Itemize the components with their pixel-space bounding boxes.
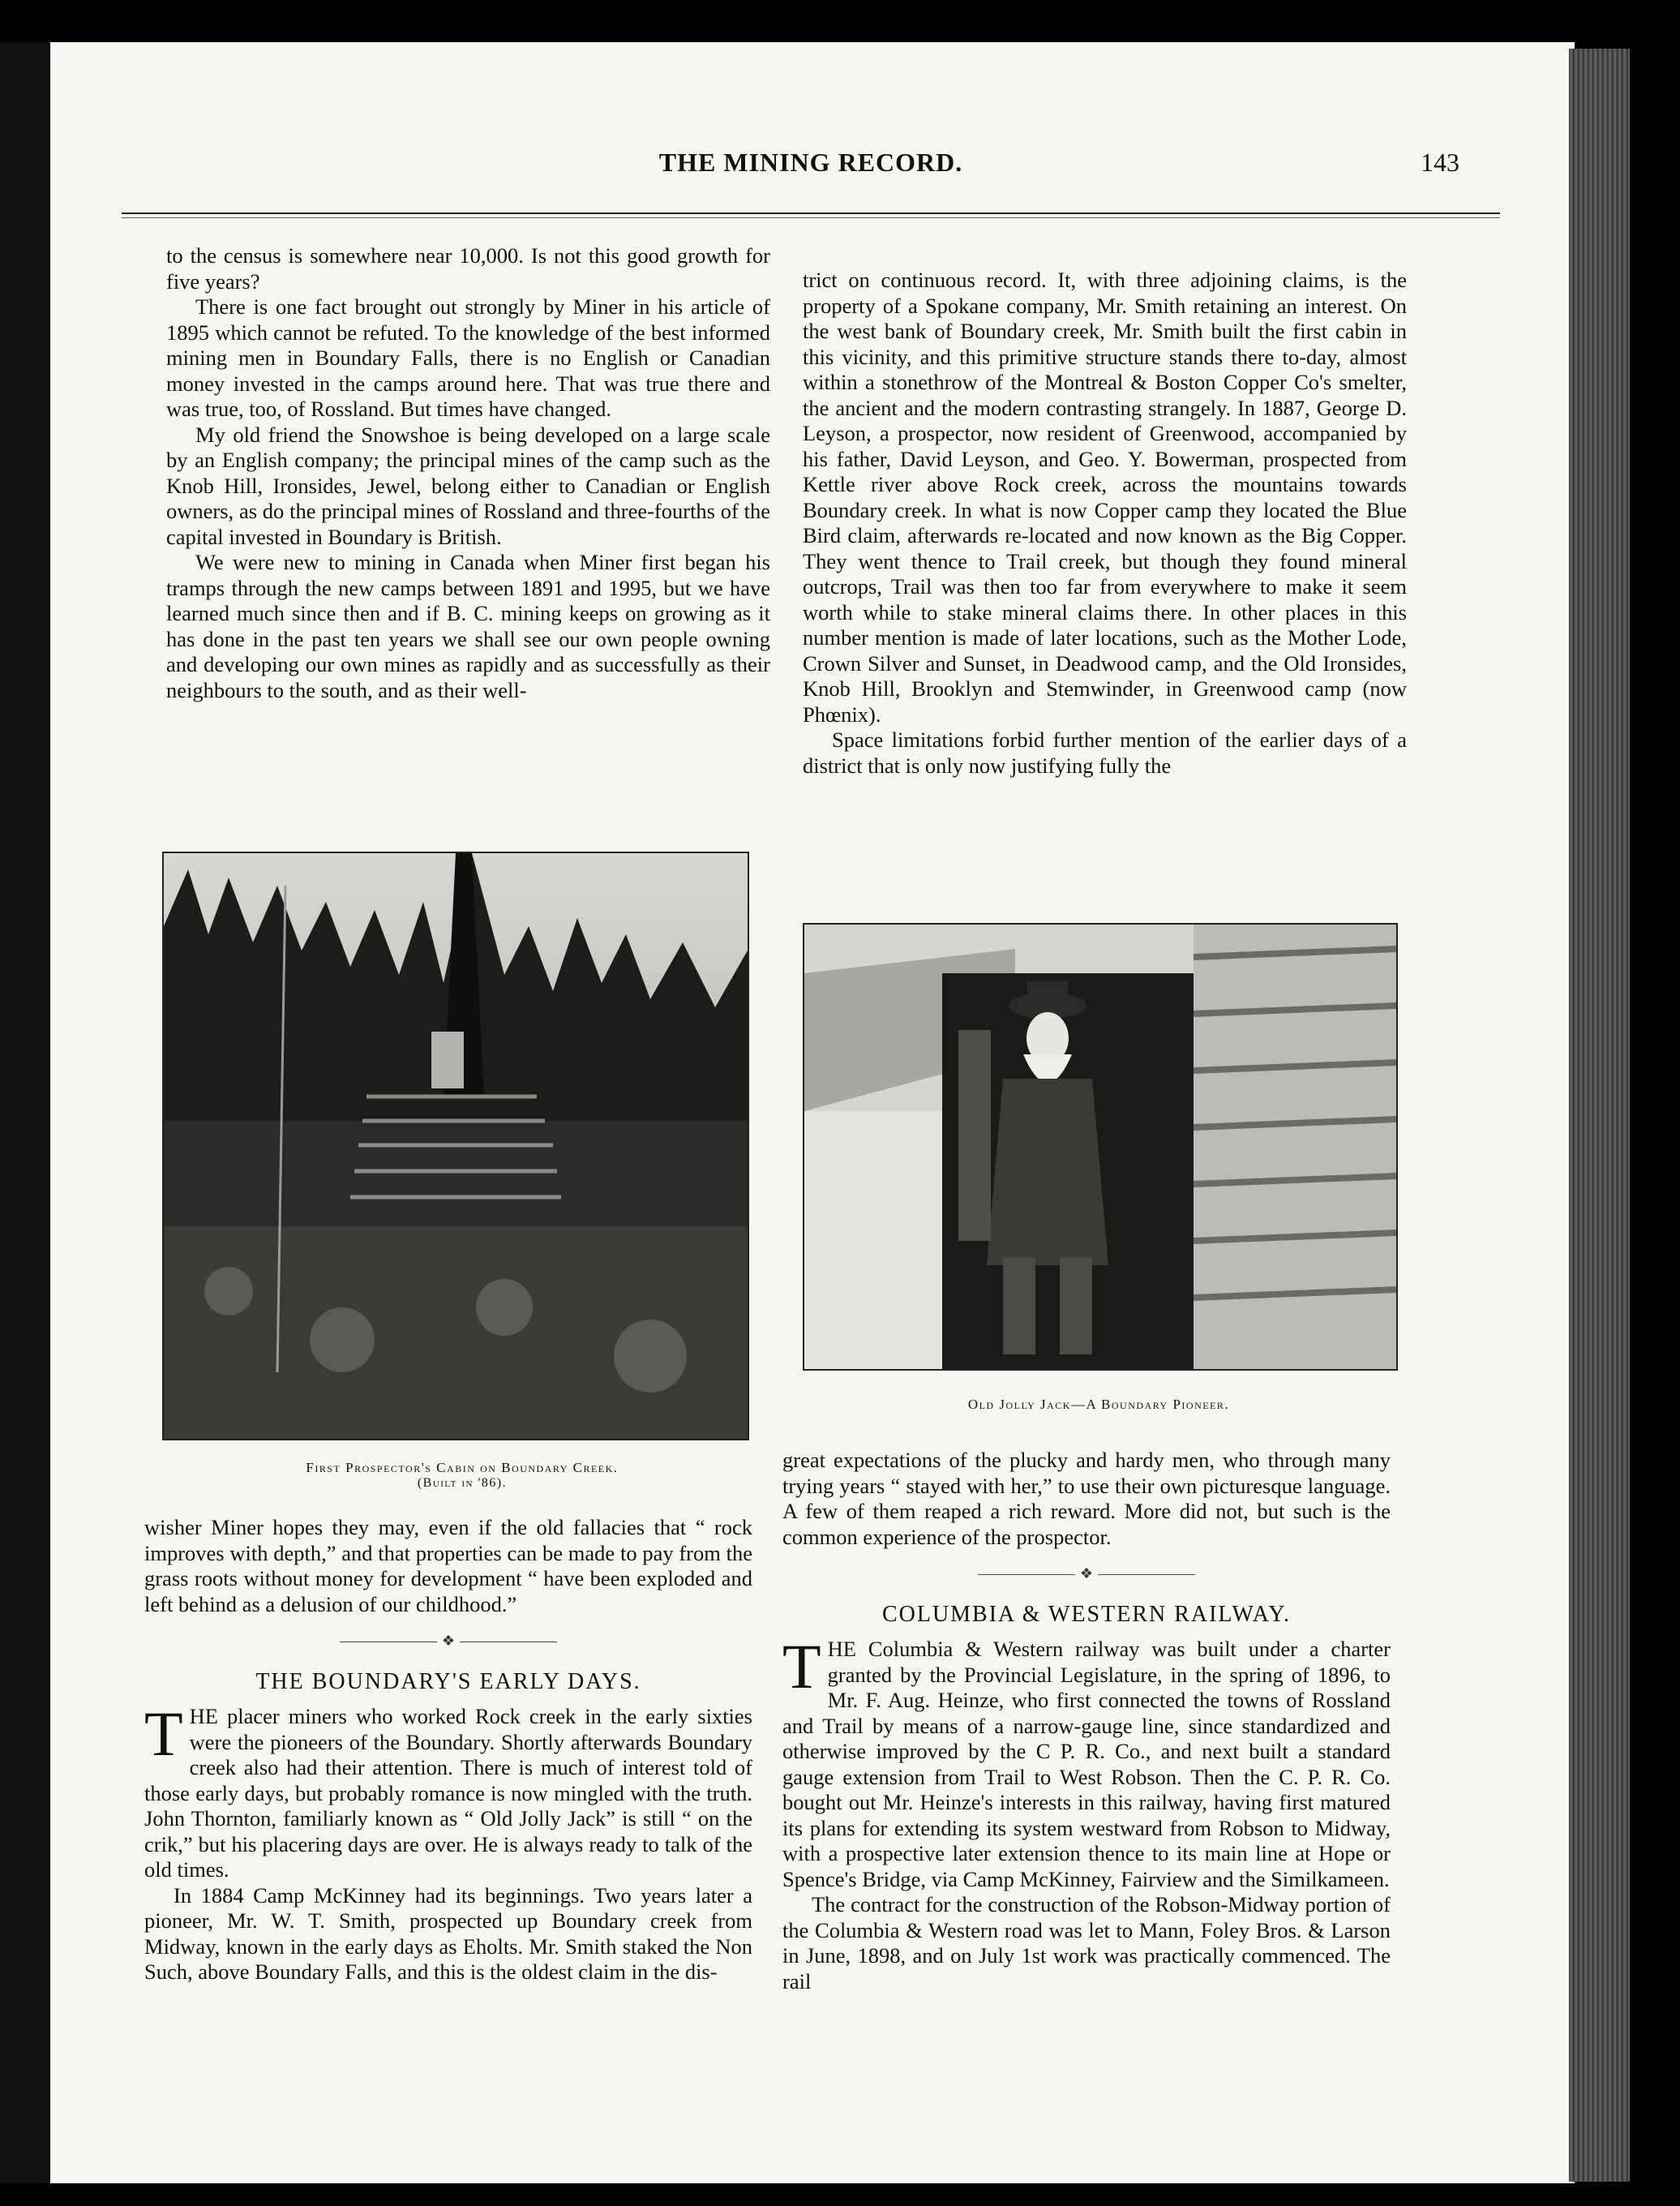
paragraph: In 1884 Camp McKinney had its beginnings. Two years later a pioneer, Mr. W. T. Smith, prospected up Boundary creek from Midway, known in the early days as Eholts. Mr. Smith staked the Non Such, above Boundary Falls, and this is the oldest claim in the dis- — [144, 1882, 752, 1984]
cabin-photo-image — [164, 853, 748, 1439]
pioneer-photo — [803, 923, 1398, 1371]
section-ornament: ❖ — [144, 1629, 752, 1654]
left-column-top — [166, 243, 770, 703]
paragraph: We were new to mining in Canada when Miner first began his tramps through the new camps between 1891 and 1995, but we have learned much since then and if B. C. mining keeps on growing as it has done in the past ten years we shall see our own people owning and developing our own mines as rapidly and as successfully as their neighbours to the south, and as their well- — [166, 550, 770, 702]
section-heading-railway: COLUMBIA & WESTERN RAILWAY. — [881, 1601, 1292, 1627]
header-rule-thin — [122, 217, 1500, 218]
caption-line: First Prospector's Cabin on Boundary Creek. — [306, 1460, 619, 1475]
paragraph: The contract for the construction of the Robson-Midway portion of the Columbia & Western road was let to Mann, Foley Bros. & Larson in June, 1898, and on July 1st work was practically commenced. The rail — [782, 1892, 1391, 1994]
left-column-bottom — [144, 1515, 752, 1985]
paragraph: There is one fact brought out strongly by Miner in his article of 1895 which cannot be refuted. To the knowledge of the best informed mining men in Boundary Falls, there is no English or Canadian money invested in the camps around here. That was true there and was true, too, of Rossland. But times have changed. — [166, 294, 770, 421]
paragraph — [144, 1698, 752, 1883]
book-page-edges — [1569, 49, 1630, 2182]
section-ornament: ❖ — [782, 1561, 1391, 1587]
journal-title: THE MINING RECORD. — [658, 148, 963, 177]
pioneer-photo-caption: Old Jolly Jack—A Boundary Pioneer. — [967, 1397, 1230, 1412]
paragraph: Space limitations forbid further mention of the earlier days of a district that is only now justifying fully the — [803, 727, 1407, 778]
cabin-photo-caption — [195, 1460, 730, 1491]
drop-cap: T — [144, 1698, 183, 1769]
paragraph: great expectations of the plucky and hardy men, who through many trying years “ stayed with her,” to use their own picturesque language. A few of them reaped a rich reward. More did not, but such is the common experience of the prospector. — [782, 1448, 1391, 1549]
page-number: 143 — [1421, 148, 1459, 177]
drop-cap: T — [782, 1631, 821, 1702]
cabin-photo — [162, 852, 749, 1440]
page-gutter-shadow — [0, 42, 50, 2183]
paragraph: wisher Miner hopes they may, even if the old fallacies that “ rock improves with depth,” and that properties can be made to pay from the grass roots without money for development “ have been exploded and left behind as a delusion of our childhood.” — [144, 1515, 752, 1616]
paragraph: My old friend the Snowshoe is being developed on a large scale by an English company; the principal mines of the camp such as the Knob Hill, Ironsides, Jewel, belong either to Canadian or English owners, as do the principal mines of Rossland and three-fourths of the capital invested in Boundary is British. — [166, 422, 770, 549]
paragraph: trict on continuous record. It, with three adjoining claims, is the property of a Spokane company, Mr. Smith retaining an interest. On the west bank of Boundary creek, Mr. Smith built the first cabin in this vicinity, and this primitive structure stands there to-day, almost within a stonethrow of the Montreal & Boston Copper Co's smelter, the ancient and the modern contrasting strangely. In 1887, George D. Leyson, a prospector, now resident of Greenwood, accompanied by his father, David Leyson, and Geo. Y. Bowerman, prospected from Kettle river above Rock creek, across the mountains towards Boundary creek. In what is now Copper camp they located the Blue Bird claim, afterwards re-located and now known as the Big Copper. They went thence to Trail creek, but though they found mineral outcrops, Trail was then too far from everywhere to make it seem worth while to stake mineral claims there. In other places in this number mention is made of later locations, such as the Mother Lode, Crown Silver and Sunset, in Deadwood camp, and the Old Ironsides, Knob Hill, Brooklyn and Stemwinder, in Greenwood camp (now Phœnix). — [803, 268, 1407, 727]
paragraph-text: HE Columbia & Western railway was built under a charter granted by the Provincial Legislature, in the spring of 1896, to Mr. F. Aug. Heinze, who first connected the towns of Rossland and Trail by means of a narrow-gauge line, since standardized and otherwise improved by the C P. R. Co., and next built a standard gauge extension from Trail to West Robson. Then the C. P. R. Co. bought out Mr. Heinze's interests in this railway, having first matured its plans for extending its system westward from Robson to Midway, with a prospective later extension thence to its main line at Hope or Spence's Bridge, via Camp McKinney, Fairview and the Similkameen. — [782, 1637, 1391, 1891]
paragraph-text: HE placer miners who worked Rock creek in the early sixties were the pioneers of the Boundary. Shortly afterwards Boundary creek also had their attention. There is much of interest told of those early days, but probably romance is now mingled with the truth. John Thornton, familiarly known as “ Old Jolly Jack” is still “ on the crik,” but his placering days are over. He is always ready to talk of the old times. — [144, 1704, 752, 1882]
paragraph: to the census is somewhere near 10,000. Is not this good growth for five years? — [166, 243, 770, 294]
section-heading-boundary: THE BOUNDARY'S EARLY DAYS. — [255, 1668, 641, 1694]
caption-line: (Built in '86). — [417, 1476, 508, 1490]
running-header — [114, 130, 1508, 178]
pioneer-photo-image — [804, 925, 1396, 1369]
paragraph — [782, 1631, 1391, 1892]
header-rule — [122, 212, 1500, 214]
right-column-top — [803, 268, 1407, 779]
right-column-bottom — [782, 1448, 1391, 1994]
